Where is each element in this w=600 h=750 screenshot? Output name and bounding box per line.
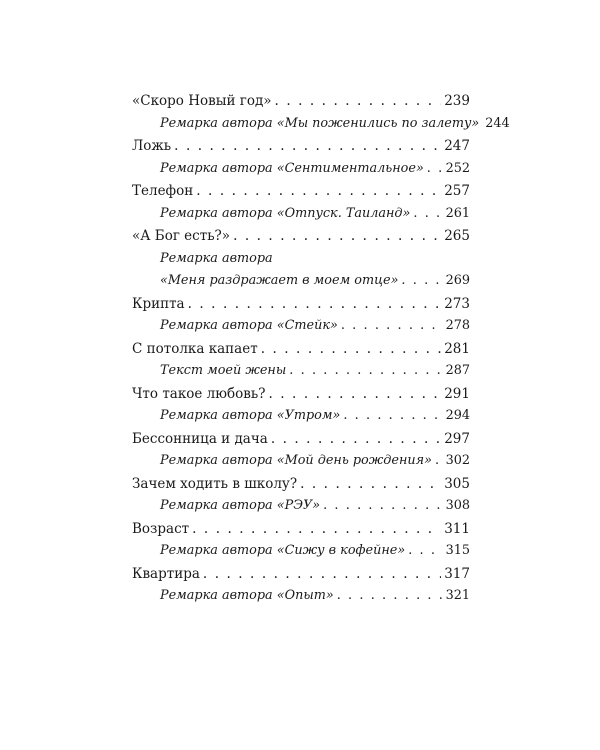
- toc-subentry: [132, 405, 470, 428]
- dot-leader: [275, 90, 442, 113]
- toc-page-number: 239: [444, 93, 470, 109]
- toc-entry-title: Ремарка автора «Опыт»: [160, 588, 334, 603]
- dot-leader: [427, 158, 443, 181]
- toc-page-number: 308: [445, 498, 470, 513]
- toc-page-number: 311: [444, 520, 470, 537]
- dot-leader: [408, 540, 442, 563]
- toc-page-number: 244: [485, 115, 510, 131]
- toc-entry: [132, 225, 470, 248]
- toc-entry: [132, 338, 470, 361]
- toc-page-number: 297: [444, 430, 470, 447]
- toc-page-number: 315: [445, 543, 470, 558]
- toc-entry-title: Квартира: [132, 565, 200, 582]
- toc-page-number: 305: [444, 475, 470, 492]
- toc-entry: [132, 383, 470, 406]
- toc-page-number: 252: [445, 160, 470, 176]
- toc-page-number: 302: [445, 453, 470, 468]
- dot-leader: [203, 563, 441, 586]
- dot-leader: [300, 473, 441, 496]
- toc-subentry: [132, 203, 470, 226]
- dot-leader: [341, 315, 443, 338]
- toc-entry-title: Ремарка автора «Утром»: [160, 408, 341, 423]
- toc-page-number: 287: [445, 363, 470, 378]
- dot-leader: [196, 180, 441, 203]
- toc-entry: [132, 180, 470, 203]
- dot-leader: [261, 338, 442, 361]
- toc-entry-title: Телефон: [132, 183, 194, 199]
- dot-leader: [337, 585, 443, 608]
- toc-page-number: 294: [445, 408, 470, 423]
- dot-leader: [435, 450, 443, 473]
- toc-entry-title: Крипта: [132, 295, 185, 312]
- toc-subentry: [132, 113, 510, 136]
- toc-entry: [132, 90, 470, 113]
- toc-page-number: 281: [444, 340, 470, 357]
- dot-leader: [413, 203, 442, 226]
- toc-page-number: 257: [444, 183, 470, 199]
- dot-leader: [174, 135, 441, 158]
- dot-leader: [401, 270, 442, 293]
- toc-entry-title: Ремарка автора «РЭУ»: [160, 498, 321, 513]
- dot-leader: [323, 495, 442, 518]
- toc-entry-title: С потолка капает: [132, 340, 258, 357]
- toc-entry: [132, 518, 470, 541]
- toc-entry-title-line1: Ремарка автора: [160, 250, 273, 266]
- toc-entry-title: «Меня раздражает в моем отце»: [160, 273, 399, 288]
- toc-subentry: [132, 495, 470, 518]
- dot-leader: [188, 293, 442, 316]
- dot-leader: [271, 428, 441, 451]
- toc-page-number: 265: [444, 228, 470, 244]
- toc-entry-title: Бессонница и дача: [132, 430, 268, 447]
- toc-entry-title: Текст моей жены: [160, 363, 287, 378]
- toc-entry-title: «А Бог есть?»: [132, 228, 231, 244]
- toc-entry: [132, 563, 470, 586]
- dot-leader: [192, 518, 441, 541]
- toc-subentry: [132, 540, 470, 563]
- toc-page-number: 291: [444, 385, 470, 402]
- toc-entry-title: «Скоро Новый год»: [132, 93, 272, 109]
- toc-entry-title: Возраст: [132, 520, 190, 537]
- dot-leader: [268, 383, 441, 406]
- toc-entry-title: Ремарка автора «Сижу в кофейне»: [160, 543, 406, 558]
- toc-entry-title: Ремарка автора «Мой день рождения»: [160, 453, 432, 468]
- toc-entry-title: Зачем ходить в школу?: [132, 475, 298, 492]
- toc-subentry: [132, 315, 470, 338]
- toc-entry-title: Ложь: [132, 138, 172, 154]
- dot-leader: [289, 360, 442, 383]
- toc-entry-title: Ремарка автора «Мы поженились по залету»: [160, 115, 480, 131]
- toc-page-number: 247: [444, 138, 470, 154]
- dot-leader: [233, 225, 441, 248]
- toc-entry-title: Ремарка автора «Сентиментальное»: [160, 160, 424, 176]
- toc-subentry: [132, 450, 470, 473]
- toc-subentry: [132, 360, 470, 383]
- toc-page-number: 278: [445, 318, 470, 333]
- toc-entry: [132, 293, 470, 316]
- toc-subentry: [132, 585, 470, 608]
- toc-entry: [132, 473, 470, 496]
- toc-subentry: [132, 270, 470, 293]
- toc-page-number: 261: [445, 205, 470, 221]
- toc-subentry: [132, 158, 470, 181]
- table-of-contents: [132, 90, 510, 608]
- toc-entry-title: Ремарка автора «Отпуск. Таиланд»: [160, 205, 411, 221]
- toc-entry: [132, 135, 470, 158]
- toc-page-number: 317: [444, 565, 470, 582]
- toc-page-number: 273: [444, 295, 470, 312]
- toc-page-number: 269: [445, 273, 470, 288]
- toc-entry-title: Ремарка автора «Стейк»: [160, 318, 338, 333]
- toc-entry-title: Что такое любовь?: [132, 385, 266, 402]
- toc-page-number: 321: [445, 588, 470, 603]
- toc-entry: [132, 428, 470, 451]
- dot-leader: [343, 405, 442, 428]
